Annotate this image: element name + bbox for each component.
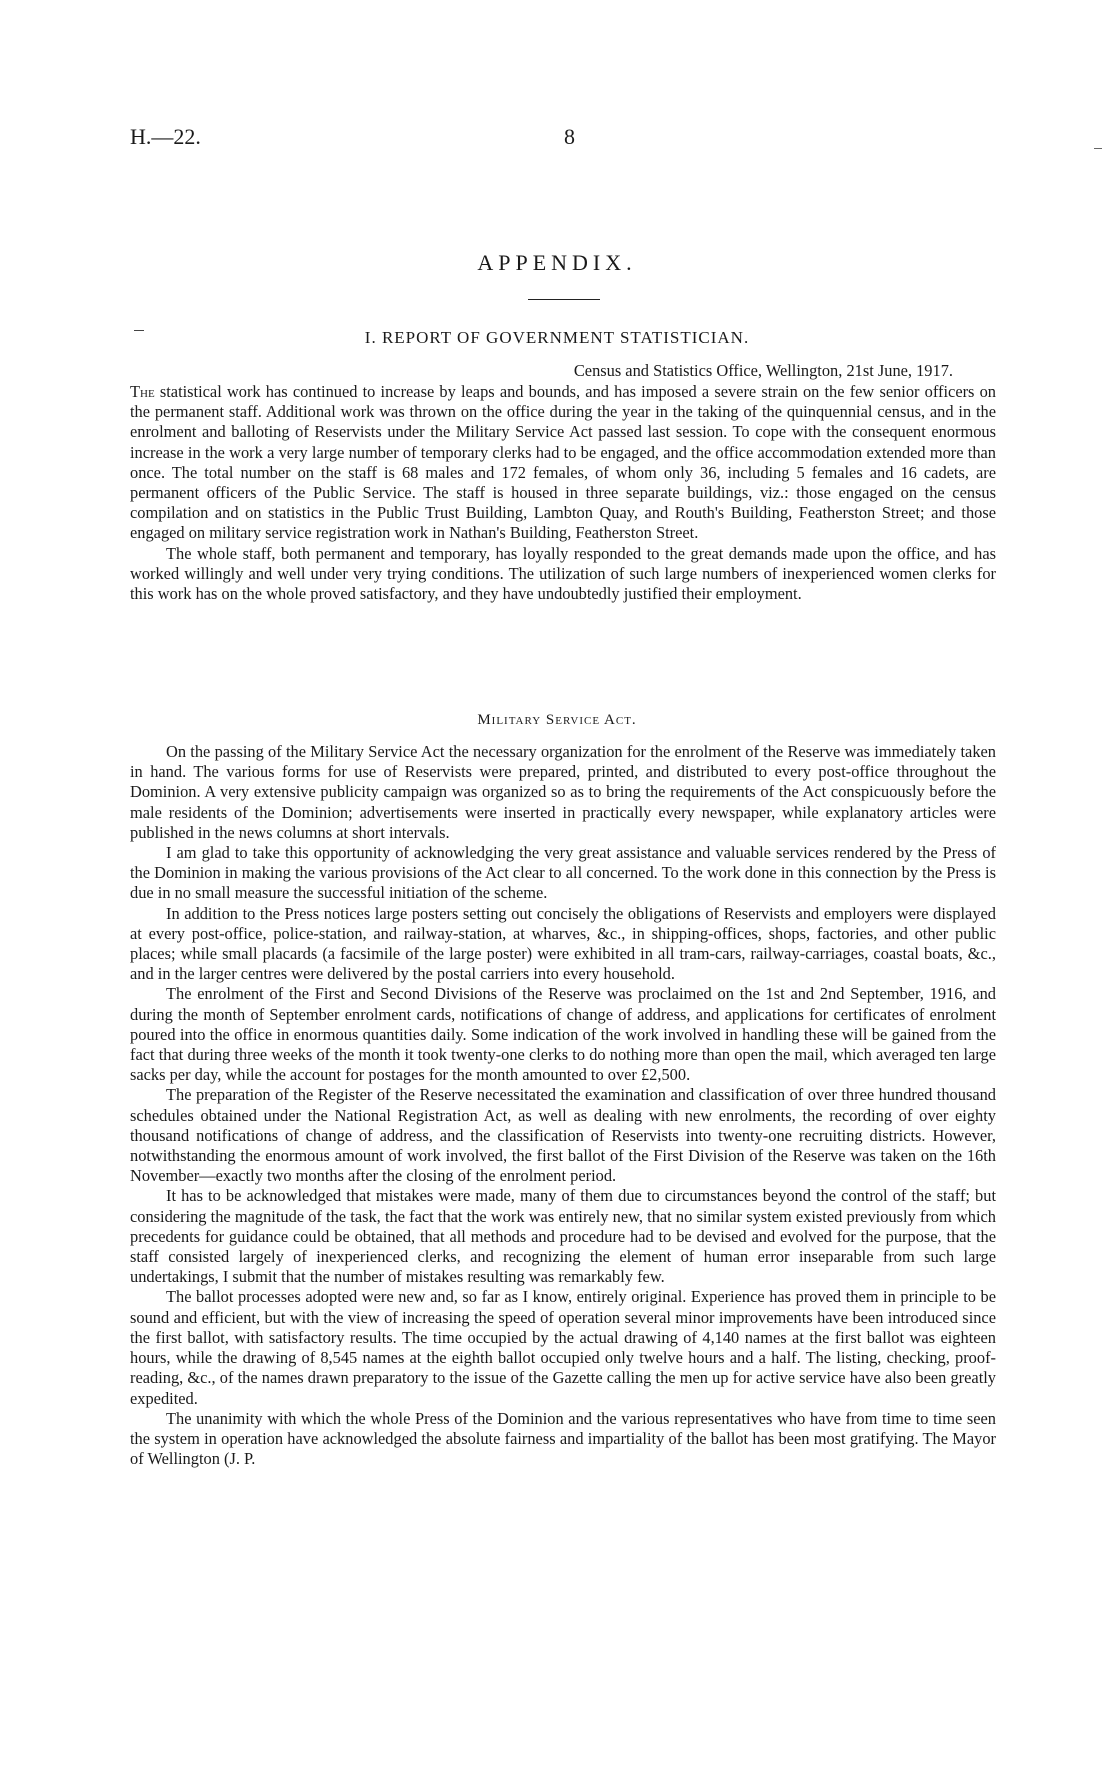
section-paragraph: The enrolment of the First and Second Divisions of the Reserve was proclaimed on the 1st and 2nd September, 1916, and during the month of September enrolment cards, notifications of change of address, and applications for certificates of enrolment poured into the office in enormous quantities daily. Some indication of the work involved in handling these will be gained from the fact that during three weeks of the month it took twenty-one clerks to do nothing more than open the mail, which averaged ten large sacks per day, while the account for postages for the month amounted to over £2,500. (130, 984, 996, 1085)
appendix-title: APPENDIX. (477, 250, 637, 275)
page-number: 8 (564, 124, 575, 149)
section-paragraph: In addition to the Press notices large posters setting out concisely the obligations of Reservists and employers were displayed at every post-office, police-station, and railway-station, at wharves, &c., in shipping-offices, shops, factories, and other public places; while small placards (a facsimile of the large poster) were exhibited in all tram-cars, railway-carriages, coastal boats, &c., and in the larger centres were delivered by the postal carriers into every household. (130, 903, 996, 984)
intro-paragraph-1 (130, 382, 996, 544)
title-rule (528, 299, 600, 300)
section-paragraph: I am glad to take this opportunity of acknowledging the very great assistance and valuable services rendered by the Press of the Dominion in making the various provisions of the Act clear to all concerned. To the work done in this connection by the Press is due in no small measure the successful initiation of the scheme. (130, 843, 996, 903)
report-title: I. REPORT OF GOVERNMENT STATISTICIAN. (364, 328, 750, 347)
document-reference: H.—22. (130, 124, 201, 149)
intro-paragraph-2: The whole staff, both permanent and temporary, has loyally responded to the great demands made upon the office, and has worked willingly and well under very trying conditions. The utilization of such large numbers of inexperienced women clerks for this work has on the whole proved satisfactory, and they have undoubtedly justified their employment. (130, 543, 996, 604)
lead-word: The (130, 382, 155, 401)
section-heading: Military Service Act. (477, 712, 637, 728)
section-paragraph: The ballot processes adopted were new and, so far as I know, entirely original. Experience has proved them in principle to be sound and efficient, but with the view of increasing the speed of operation several minor improvements have been introduced since the first ballot, with satisfactory results. The time occupied by the actual drawing of 4,140 names at the first ballot was eighteen hours, while the drawing of 8,545 names at the eighth ballot occupied only twelve hours and a half. The listing, checking, proof-reading, &c., of the names drawn preparatory to the issue of the Gazette calling the men up for active service have also been greatly expedited. (130, 1287, 996, 1408)
intro-body (130, 382, 996, 604)
section-body (130, 742, 996, 1469)
intro-text: statistical work has continued to increase by leaps and bounds, and has imposed a severe strain on the few senior officers on the permanent staff. Additional work was thrown on the office during the year in the taking of the quinquennial census, and in the enrolment and balloting of Reservists under the Military Service Act passed last session. To cope with the consequent enormous increase in the work a very large number of temporary clerks had to be engaged, and the office accommodation extended more than once. The total number on the staff is 68 males and 172 females, of whom only 36, including 5 females and 16 cadets, are permanent officers of the Public Service. The staff is housed in three separate buildings, viz.: those engaged on the census compilation and on statistics in the Public Trust Building, Lambton Quay, and Routh's Building, Featherston Street; and those engaged on military service registration work in Nathan's Building, Featherston Street. (130, 382, 996, 543)
section-paragraph: The unanimity with which the whole Press of the Dominion and the various representatives who have from time to time seen the system in operation have acknowledged the absolute fairness and impartiality of the ballot has been most gratifying. The Mayor of Wellington (J. P. (130, 1408, 996, 1469)
section-paragraph: On the passing of the Military Service Act the necessary organization for the enrolment of the Reserve was immediately taken in hand. The various forms for use of Reservists were prepared, printed, and distributed to every post-office throughout the Dominion. A very extensive publicity campaign was organized so as to bring the requirements of the Act conspicuously before the male residents of the Dominion; advertisements were inserted in practically every newspaper, while explanatory articles were published in the news columns at short intervals. (130, 742, 996, 842)
dateline: Census and Statistics Office, Wellington, 21st June, 1917. (573, 361, 953, 380)
margin-mark (1094, 148, 1102, 149)
section-paragraph: It has to be acknowledged that mistakes were made, many of them due to circumstances beyond the control of the staff; but considering the magnitude of the task, the fact that the work was entirely new, that no similar system existed previously from which precedents for guidance could be obtained, that all methods and procedure had to be devised and evolved for the purpose, that the staff consisted largely of inexperienced clerks, and recognizing the element of human error inseparable from such large undertakings, I submit that the number of mistakes resulting was remarkably few. (130, 1186, 996, 1287)
section-paragraph: The preparation of the Register of the Reserve necessitated the examination and classification of over three hundred thousand schedules obtained under the National Registration Act, as well as dealing with new enrolments, the recording of over eighty thousand notifications of change of address, and the classification of Reservists into twenty-one recruiting districts. However, notwithstanding the enormous amount of work involved, the first ballot of the First Division of the Reserve was taken on the 16th November—exactly two months after the closing of the enrolment period. (130, 1085, 996, 1186)
